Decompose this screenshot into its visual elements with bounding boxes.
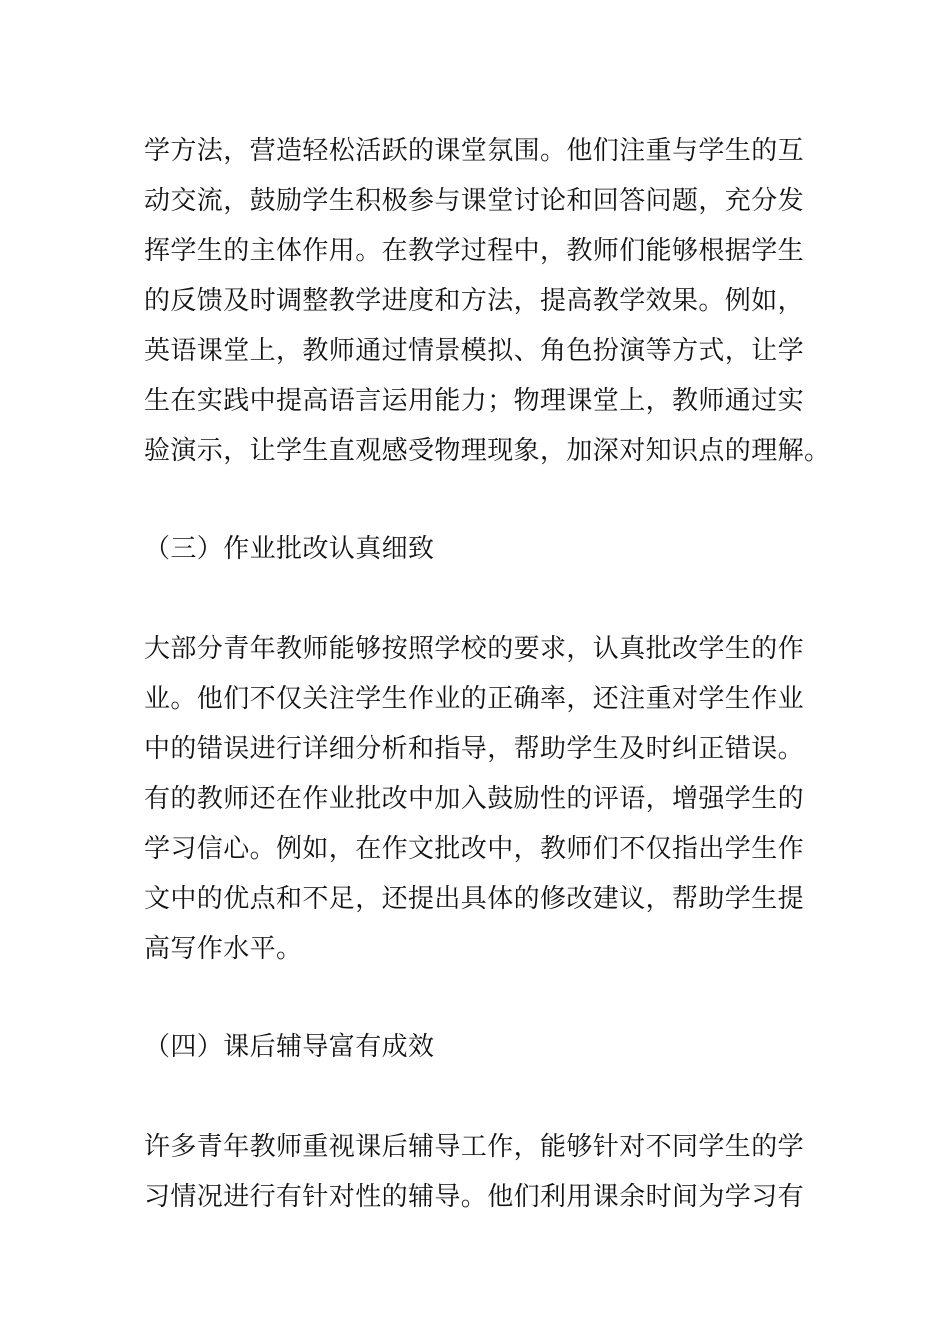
paragraph-1-line-7: 验演示，让学生直观感受物理现象，加深对知识点的理解。 (144, 436, 831, 466)
paragraph-3-line-2: 习情况进行有针对性的辅导。他们利用课余时间为学习有 (144, 1182, 805, 1212)
paragraph-1-line-3: 挥学生的主体作用。在教学过程中，教师们能够根据学生 (144, 236, 805, 266)
paragraph-2-line-2: 业。他们不仅关注学生作业的正确率，还注重对学生作业 (144, 684, 805, 714)
section-heading-4: （四）课后辅导富有成效 (144, 1032, 435, 1062)
paragraph-1-line-2: 动交流，鼓励学生积极参与课堂讨论和回答问题，充分发 (144, 186, 805, 216)
paragraph-2-line-6: 文中的优点和不足，还提出具体的修改建议，帮助学生提 (144, 884, 805, 914)
paragraph-2-line-3: 中的错误进行详细分析和指导，帮助学生及时纠正错误。 (144, 734, 805, 764)
paragraph-1-line-1: 学方法，营造轻松活跃的课堂氛围。他们注重与学生的互 (144, 136, 805, 166)
paragraph-1-line-6: 生在实践中提高语言运用能力；物理课堂上，教师通过实 (144, 386, 805, 416)
paragraph-2-line-5: 学习信心。例如，在作文批改中，教师们不仅指出学生作 (144, 834, 805, 864)
paragraph-2-line-4: 有的教师还在作业批改中加入鼓励性的评语，增强学生的 (144, 784, 805, 814)
paragraph-3-line-1: 许多青年教师重视课后辅导工作，能够针对不同学生的学 (144, 1132, 805, 1162)
paragraph-1-line-4: 的反馈及时调整教学进度和方法，提高教学效果。例如， (144, 286, 805, 316)
paragraph-2-line-7: 高写作水平。 (144, 934, 303, 964)
section-heading-3: （三）作业批改认真细致 (144, 534, 435, 564)
paragraph-2-line-1: 大部分青年教师能够按照学校的要求，认真批改学生的作 (144, 634, 805, 664)
paragraph-1-line-5: 英语课堂上，教师通过情景模拟、角色扮演等方式，让学 (144, 336, 805, 366)
